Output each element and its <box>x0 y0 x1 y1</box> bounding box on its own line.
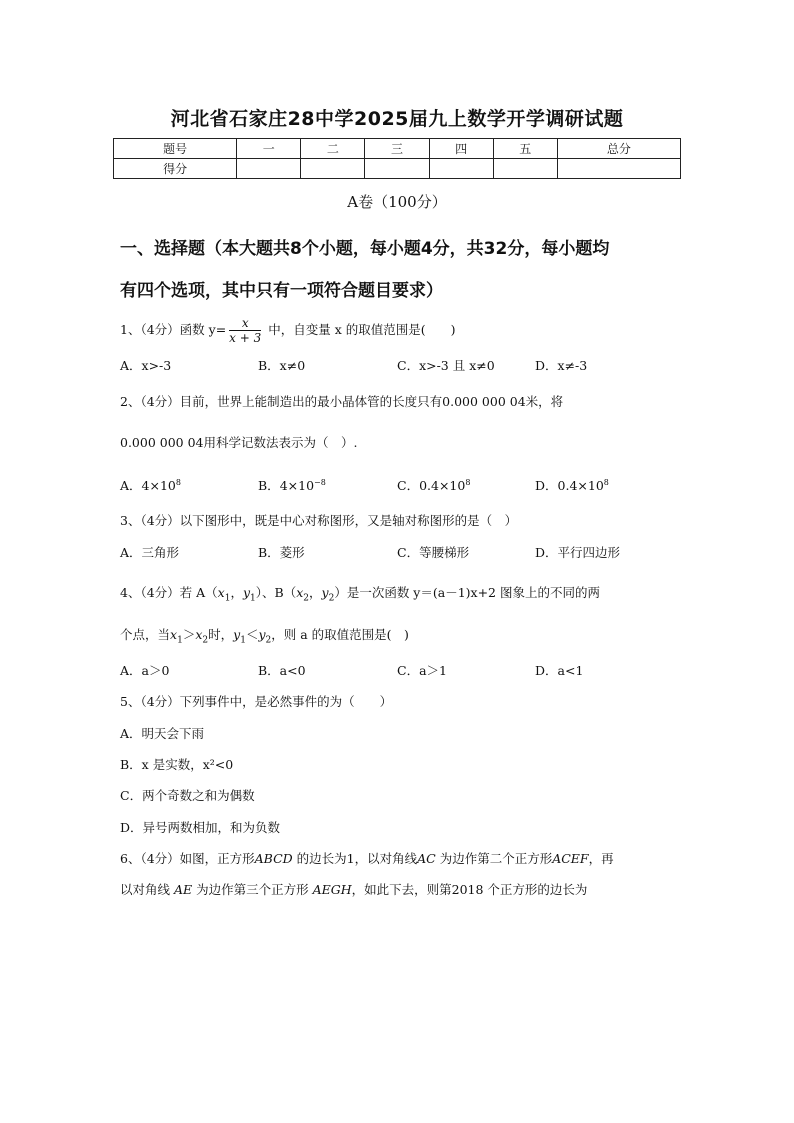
option-exponent: 8 <box>465 477 471 487</box>
q4-var: y <box>258 627 266 642</box>
score-cell <box>493 159 557 179</box>
option-base: 0.4×10 <box>557 478 604 493</box>
q6-math: AEGH <box>312 882 352 897</box>
q4-text: 4、（4分）若 A（ <box>120 585 218 600</box>
score-table-score-row <box>114 159 681 179</box>
option-exponent: −8 <box>314 477 326 487</box>
q6-math: ABCD <box>254 851 293 866</box>
option-label: C． <box>397 478 420 493</box>
score-header-cell: 二 <box>301 139 365 159</box>
q4-subscript: 2 <box>265 635 272 646</box>
q4-text: ，则 a 的取值范围是( ) <box>271 627 409 642</box>
q4-text: 时， <box>208 627 234 642</box>
score-cell <box>301 159 365 179</box>
q6-text: ，如此下去，则第2018 个正方形的边长为 <box>351 882 588 897</box>
option-exponent: 8 <box>175 477 181 487</box>
q2-option-b <box>258 476 326 494</box>
q4-option-a: A．a＞0 <box>120 663 170 678</box>
question-6-line-1 <box>120 849 614 867</box>
option-label: B． <box>258 478 280 493</box>
paper-a-heading: A卷（100分） <box>347 193 447 211</box>
question-6-line-2 <box>120 880 587 898</box>
q4-option-d: D．a<1 <box>535 663 584 678</box>
q3-option-d: D．平行四边形 <box>535 545 621 560</box>
q4-subscript: 2 <box>303 593 310 604</box>
score-header-cell: 总分 <box>557 139 680 159</box>
q4-subscript: 1 <box>240 635 246 646</box>
question-4-line-1 <box>120 583 600 604</box>
score-cell <box>557 159 680 179</box>
q4-option-c: C．a＞1 <box>397 663 447 678</box>
question-3: 3、（4分）以下图形中，既是中心对称图形，又是轴对称图形的是（ ） <box>120 513 518 528</box>
q3-option-a: A．三角形 <box>120 545 180 560</box>
question-5: 5、（4分）下列事件中，是必然事件的为（ ） <box>120 694 393 709</box>
score-header-cell: 题号 <box>114 139 237 159</box>
q1-option-b: B．x≠0 <box>258 358 306 373</box>
q1-suffix: 中，自变量 x 的取值范围是( ) <box>264 322 456 337</box>
q4-subscript: 2 <box>202 635 209 646</box>
q1-option-a: A．x>-3 <box>120 358 172 373</box>
q6-text: 6、（4分）如图，正方形 <box>120 851 255 866</box>
q4-var: x <box>170 627 178 642</box>
q6-math: AE <box>173 882 193 897</box>
q6-text: 为边作第三个正方形 <box>192 882 313 897</box>
q4-var: y <box>321 585 329 600</box>
fraction <box>229 316 261 345</box>
q6-text: 的边长为1，以对角线 <box>292 851 418 866</box>
q4-text: ， <box>309 585 322 600</box>
score-header-cell: 五 <box>493 139 557 159</box>
q2-option-c <box>397 476 470 494</box>
score-table-header-row <box>114 139 681 159</box>
q3-option-b: B．菱形 <box>258 545 305 560</box>
question-2-line-2: 0.000 000 04用科学记数法表示为（ ）. <box>120 435 358 450</box>
q4-subscript: 1 <box>250 593 256 604</box>
option-label: A． <box>120 478 142 493</box>
score-header-cell: 一 <box>237 139 301 159</box>
q4-var: y <box>242 585 251 600</box>
q4-text: 个点，当 <box>120 627 171 642</box>
q4-var: x <box>296 585 304 600</box>
q2-option-d <box>535 476 609 494</box>
option-base: 0.4×10 <box>419 478 466 493</box>
q4-text: ， <box>230 585 243 600</box>
q4-subscript: 2 <box>328 593 335 604</box>
question-1 <box>120 316 456 345</box>
option-label: D． <box>535 478 558 493</box>
q4-var: x <box>217 585 225 600</box>
section-heading-line-2: 有四个选项，其中只有一项符合题目要求） <box>120 281 443 301</box>
q6-math: AC <box>417 851 436 866</box>
question-4-line-2 <box>120 625 409 646</box>
score-row-label: 得分 <box>114 159 237 179</box>
q1-prefix: 1、（4分）函数 y= <box>120 322 227 337</box>
score-cell <box>429 159 493 179</box>
q5-option-d: D．异号两数相加，和为负数 <box>120 820 281 835</box>
q4-text: ＜ <box>245 627 259 642</box>
q4-option-b: B．a<0 <box>258 663 306 678</box>
question-2-line-1: 2、（4分）目前，世界上能制造出的最小晶体管的长度只有0.000 000 04米，将 <box>120 394 564 409</box>
fraction-denominator: x + 3 <box>229 331 262 345</box>
q4-text: ＞ <box>182 627 196 642</box>
option-base: 4×10 <box>141 478 176 493</box>
exam-title: 河北省石家庄28中学2025届九上数学开学调研试题 <box>170 108 624 130</box>
score-cell <box>365 159 429 179</box>
option-base: 4×10 <box>279 478 315 493</box>
q6-text: ，再 <box>588 851 614 866</box>
q3-option-c: C．等腰梯形 <box>397 545 470 560</box>
q6-math: ACEF <box>552 851 589 866</box>
q2-option-a <box>120 476 181 494</box>
score-header-cell: 四 <box>429 139 493 159</box>
score-cell <box>237 159 301 179</box>
q4-text: ）、B（ <box>255 585 297 600</box>
q4-var: y <box>233 627 241 642</box>
q4-subscript: 1 <box>224 593 231 604</box>
q1-option-c: C．x>-3 且 x≠0 <box>397 358 495 373</box>
q5-option-a: A．明天会下雨 <box>120 726 205 741</box>
q5-option-b: B．x 是实数，x²<0 <box>120 757 234 772</box>
section-heading-line-1: 一、选择题（本大题共8个小题，每小题4分，共32分，每小题均 <box>120 239 610 259</box>
score-table <box>113 138 681 179</box>
q6-text: 以对角线 <box>120 882 174 897</box>
fraction-numerator: x <box>229 316 261 331</box>
score-header-cell: 三 <box>365 139 429 159</box>
q4-subscript: 1 <box>177 635 183 646</box>
q4-var: x <box>195 627 203 642</box>
option-exponent: 8 <box>603 477 609 487</box>
q1-option-d: D．x≠-3 <box>535 358 588 373</box>
q5-option-c: C．两个奇数之和为偶数 <box>120 788 255 803</box>
q6-text: 为边作第二个正方形 <box>435 851 553 866</box>
q4-text: ）是一次函数 y＝(a－1)x+2 图象上的不同的两 <box>334 585 600 600</box>
